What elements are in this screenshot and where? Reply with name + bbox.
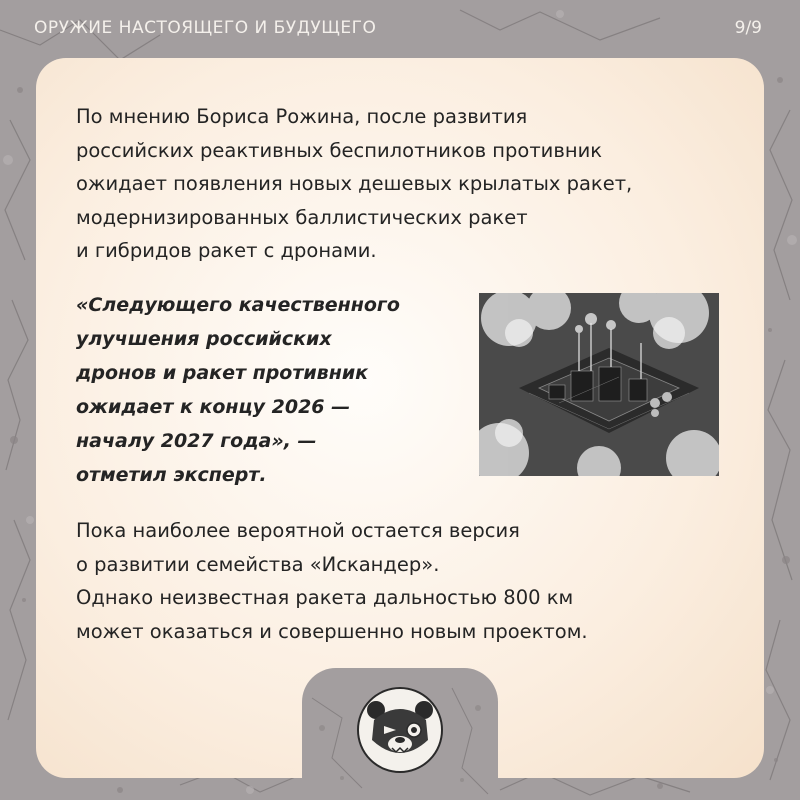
header-title: ОРУЖИЕ НАСТОЯЩЕГО И БУДУЩЕГО [34, 18, 377, 38]
industrial-plant-illustration [479, 293, 719, 476]
paragraph-intro: По мнению Бориса Рожина, после развития российских реактивных беспилотников противник ожидает появления новых дешевых крылатых ракет, модернизированных баллистических ракет и гибридов ракет с дронами. [76, 105, 633, 262]
bear-head-icon [356, 686, 444, 774]
paragraph-iskander: Пока наиболее вероятной остается версия о развитии семейства «Искандер». Однако неизвестная ракета дальностью 800 км может оказаться и совершенно новым проектом. [76, 519, 588, 643]
expert-quote: «Следующего качественного улучшения российских дронов и ракет противник ожидает к концу 2026 — началу 2027 года», — отметил эксперт. [76, 294, 400, 486]
page-indicator: 9/9 [734, 18, 762, 38]
